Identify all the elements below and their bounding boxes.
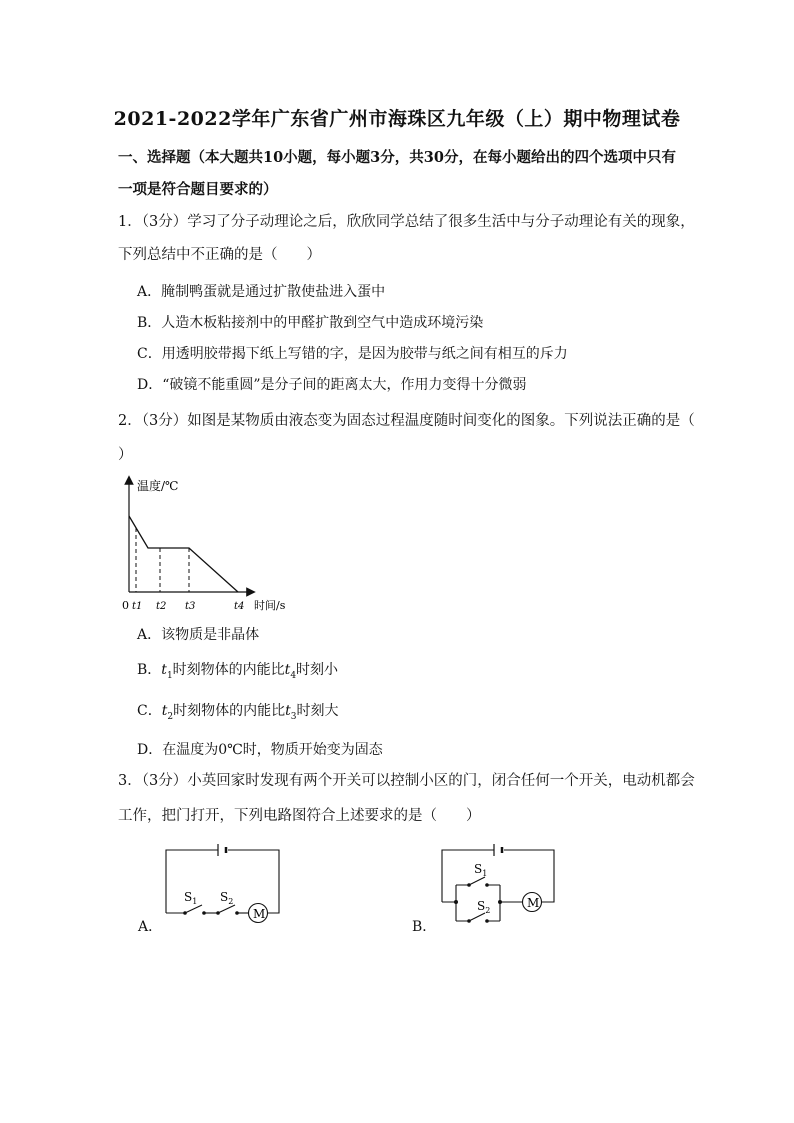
x-axis-label: 时间/s	[254, 599, 286, 612]
section-heading-line2: 一项是符合题目要求的）	[118, 181, 278, 198]
circuit-a-diagram	[160, 838, 290, 933]
circuit-a-label: A．	[138, 919, 163, 935]
circuit-b-motor-label: M	[527, 896, 540, 910]
circuit-a-switch-s2	[218, 905, 235, 913]
q1-option-a: A．腌制鸭蛋就是通过扩散使盐进入蛋中	[137, 284, 386, 300]
tick-t2: t2	[156, 601, 167, 612]
page-title: 2021-2022学年广东省广州市海珠区九年级（上）期中物理试卷	[113, 108, 681, 130]
circuit-b-switch-s2	[469, 913, 485, 921]
origin-label: 0	[122, 599, 129, 612]
q1-stem-line1: 1．（3分）学习了分子动理论之后，欣欣同学总结了很多生活中与分子动理论有关的现象，	[118, 214, 695, 230]
q2-option-a: A．该物质是非晶体	[137, 627, 260, 643]
q1-option-c: C．用透明胶带揭下纸上写错的字，是因为胶带与纸之间有相互的斥力	[137, 346, 568, 362]
q3-stem-line1: 3．（3分）小英回家时发现有两个开关可以控制小区的门，闭合任何一个开关，电动机都会	[118, 773, 695, 789]
q2-option-c: C．$t_2$时刻物体的内能比$t_3$时刻大	[137, 703, 339, 722]
q2-stem-line2: ）	[118, 447, 133, 463]
circuit-a-motor-label: M	[253, 907, 266, 921]
q2-option-b: B．$t_1$时刻物体的内能比$t_4$时刻小	[137, 662, 339, 681]
circuit-b-switch-s1	[469, 877, 485, 885]
circuit-b-s1-label: $S_1$	[474, 862, 488, 878]
q1-stem-line2: 下列总结中不正确的是（ ）	[118, 247, 321, 263]
circuit-a-s1-label: $S_1$	[184, 890, 198, 906]
tick-t4: t4	[234, 601, 245, 612]
q1-option-d: D．“破镜不能重圆”是分子间的距离太大，作用力变得十分微弱	[137, 377, 527, 393]
q3-stem-line2: 工作，把门打开，下列电路图符合上述要求的是（ ）	[118, 808, 481, 824]
cooling-curve	[129, 516, 238, 592]
y-axis-label: 温度/℃	[137, 479, 179, 493]
section-heading-line1: 一、选择题（本大题共10小题，每小题3分，共30分，在每小题给出的四个选项中只有	[118, 149, 676, 166]
q2-stem-line1: 2．（3分）如图是某物质由液态变为固态过程温度随时间变化的图象。下列说法正确的是（	[118, 413, 695, 429]
circuit-b-diagram	[436, 838, 561, 933]
circuit-a-switch-s1	[185, 905, 202, 913]
q1-option-b: B．人造木板粘接剂中的甲醛扩散到空气中造成环境污染	[137, 315, 484, 331]
circuit-a-s2-label: $S_2$	[220, 890, 234, 906]
tick-t3: t3	[185, 601, 196, 612]
q2-option-d: D．在温度为0℃时，物质开始变为固态	[137, 742, 383, 758]
circuit-b-label: B．	[412, 919, 437, 935]
circuit-b-s2-label: $S_2$	[477, 899, 491, 915]
temperature-time-graph	[115, 472, 315, 620]
tick-t1: t1	[132, 601, 143, 612]
